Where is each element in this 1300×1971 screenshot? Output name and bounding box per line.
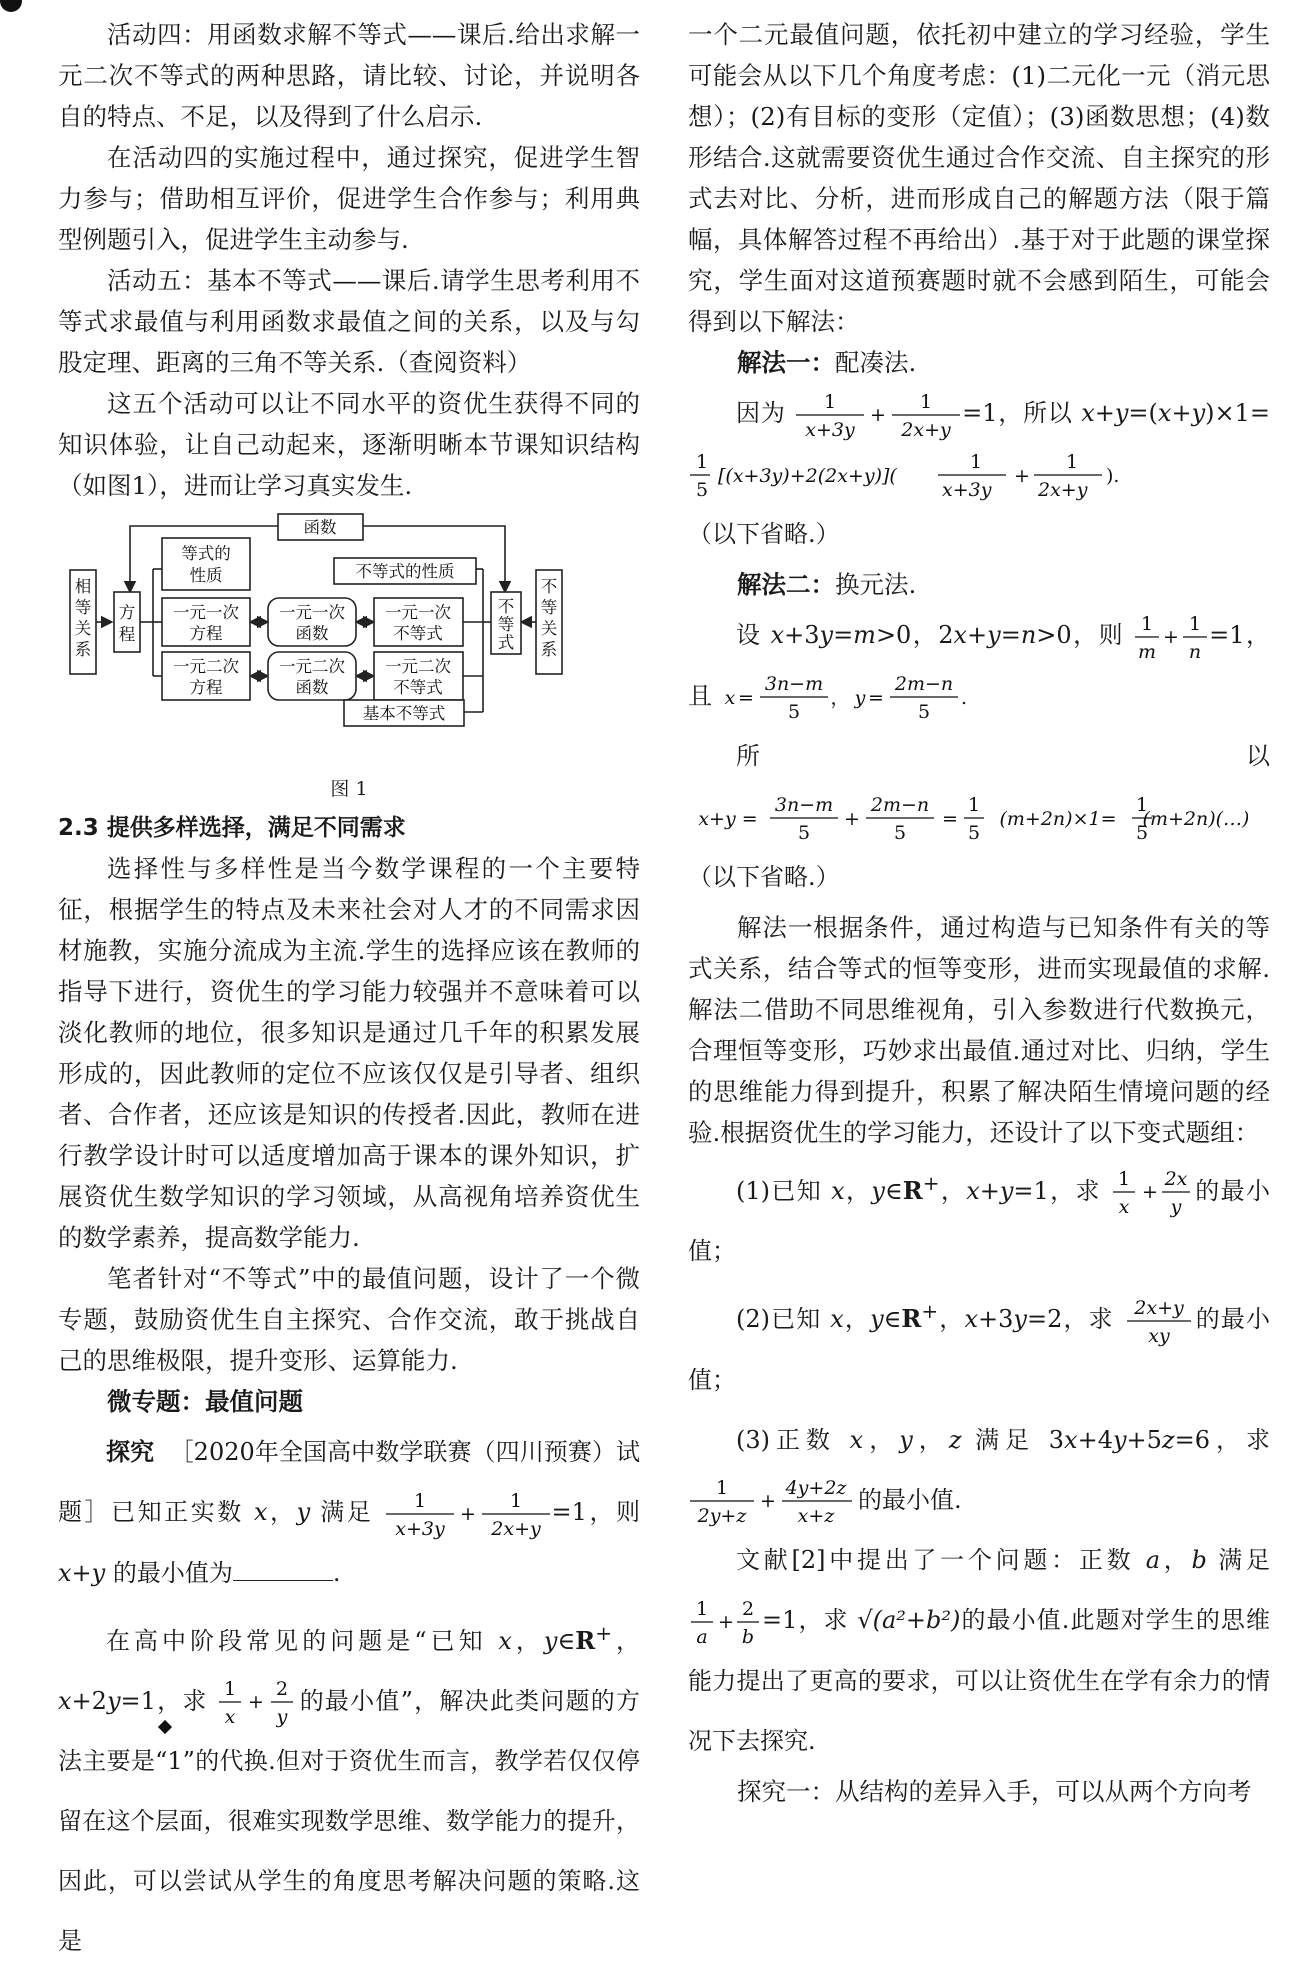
svg-text:b: b [742, 1626, 754, 1648]
svg-text:x: x [225, 1706, 236, 1728]
svg-text:x: x [724, 687, 735, 709]
svg-text:y: y [1170, 1196, 1182, 1218]
micro-topic-title: 微专题：最值问题 [58, 1381, 640, 1422]
svg-text:1: 1 [1189, 613, 1201, 635]
svg-text:1: 1 [1118, 1168, 1130, 1190]
svg-text:1: 1 [1066, 451, 1078, 473]
svg-text:=: = [738, 687, 754, 709]
explore-condition-formula [384, 1485, 552, 1543]
variant-two-formula [1123, 1292, 1195, 1350]
svg-text:+: + [1163, 626, 1179, 648]
svg-text:+: + [1014, 465, 1030, 487]
method-two-body: 设 x+3y=m>0，2x+y=n>0，则 1 m + 1 n =1， 且 x = 3n−m 5 ， y = 2m−n 5 . [688, 605, 1270, 726]
answer-blank [233, 1556, 333, 1581]
svg-text:+: + [870, 404, 886, 426]
section-heading: 2.3 提供多样选择，满足不同需求 [58, 808, 640, 848]
svg-text:3n−m: 3n−m [775, 794, 833, 816]
method-one-condition [794, 386, 962, 444]
svg-text:xy: xy [1148, 1325, 1170, 1347]
label-budengguanxi: 不 [541, 577, 558, 596]
svg-text:x: x [1119, 1196, 1130, 1218]
explore-problem: 探究 ［2020年全国高中数学联赛（四川预赛）试题］已知正实数 x，y 满足 1 x+3y + 1 2x+y =1，则 x+y 的最小值为 . [58, 1422, 640, 1603]
svg-text:n: n [1189, 641, 1201, 663]
svg-text:3n−m: 3n−m [765, 673, 823, 695]
svg-text:y: y [276, 1706, 288, 1728]
literature-condition [688, 1593, 762, 1651]
label-yyyc-bd-1: 一元一次 [385, 603, 451, 622]
svg-text:+: + [760, 1490, 776, 1512]
label-bdsxz: 不等式的性质 [356, 562, 455, 581]
common-target-formula [216, 1673, 298, 1731]
svg-text:x+3y: x+3y [395, 1518, 445, 1540]
method-one-title: 解法一：配凑法. [688, 342, 1270, 383]
continuation: 一个二元最值问题，依托初中建立的学习经验，学生可能会从以下几个角度考虑：(1)二元化一元（消元思想）；(2)有目标的变形（定值）；(3)函数思想；(4)数形结合.这就需要资优生通过合作交流、自主探究的形式去对比、分析，进而形成自己的解题方法（限于篇幅，具体解答过程不再给出）.基于对于此题的课堂探究，学生面对这道预赛题时就不会感到陌生，可能会得到以下解法： [688, 14, 1270, 342]
variant-one: (1)已知 x，y∈R+，x+y=1，求 1 x + 2x y 的最小值； [688, 1153, 1270, 1282]
svg-text:2y+z: 2y+z [697, 1505, 748, 1527]
svg-text:+: + [718, 1611, 734, 1633]
svg-text:系: 系 [75, 640, 92, 659]
label-yyyc-hs-1: 一元一次 [279, 603, 345, 622]
micro-topic-intro: 笔者针对“不等式”中的最值问题，设计了一个微专题，鼓励资优生自主探究、合作交流，敢于挑战自己的思维极限，提升变形、运算能力. [58, 1258, 640, 1381]
five-activities: 这五个活动可以让不同水平的资优生获得不同的知识体验，让自己动起来，逐渐明晰本节课知识结构（如图1），进而让学习真实发生. [58, 383, 640, 506]
method-two-derivation: 所以 x+y = 3n−m 5 + 2m−n 5 = 1 5 (m+2n)×1= 1 5 (m+2n)(…) （以下省略.） [688, 726, 1270, 907]
section-body: 选择性与多样性是当今数学课程的一个主要特征，根据学生的特点及未来社会对人才的不同需求因材施教，实施分流成为主流.学生的选择应该在教师的指导下进行，资优生的学习能力较强并不意味着可以淡化教师的地位，很多知识是通过几千年的积累发展形成的，因此教师的定位不应该仅仅是引导者、组织者、合作者，还应该是知识的传授者.因此，教师在进行教学设计时可以适度增加高于课本的课外知识，扩展资优生数学知识的学习领域，从高视角培养资优生的数学素养，提高数学能力. [58, 848, 640, 1258]
svg-text:x+3y: x+3y [805, 419, 855, 441]
method-one-formula [688, 446, 1248, 504]
method-two-condition [1133, 608, 1209, 666]
svg-text:1: 1 [824, 391, 836, 413]
svg-text:等: 等 [498, 615, 515, 634]
svg-text:).: ). [1106, 465, 1119, 487]
svg-text:5: 5 [696, 479, 708, 501]
right-column [688, 14, 1270, 1812]
left-column [58, 14, 640, 1971]
label-yyyc-fc-2: 方程 [190, 624, 224, 643]
svg-text:关: 关 [75, 619, 92, 638]
label-jiben: 基本不等式 [363, 704, 446, 723]
svg-text:等: 等 [541, 598, 558, 617]
label-yyyc-fc-1: 一元一次 [173, 603, 239, 622]
svg-text:+: + [844, 808, 860, 830]
svg-text:=: = [868, 687, 884, 709]
label-yyec-bd-2: 不等式 [393, 678, 443, 697]
svg-text:(m+2n)×1=: (m+2n)×1= [999, 808, 1116, 830]
svg-text:a: a [696, 1626, 707, 1648]
svg-text:2x+y: 2x+y [1133, 1297, 1184, 1319]
svg-text:x+y =: x+y = [698, 808, 757, 830]
label-yyec-fc-2: 方程 [190, 678, 224, 697]
svg-text:1: 1 [1136, 794, 1148, 816]
svg-text:x+3y: x+3y [942, 479, 992, 501]
svg-text:5: 5 [918, 701, 930, 723]
svg-text:5: 5 [788, 701, 800, 723]
variant-three: (3)正数 x，y，z 满足 3x+4y+5z=6，求 1 2y+z + 4y+2z x+z 的最小值. [688, 1410, 1270, 1531]
svg-text:2x+y: 2x+y [490, 1518, 541, 1540]
svg-text:1: 1 [716, 1477, 728, 1499]
label-xiangdeng: 相 [75, 577, 92, 596]
svg-text:，: ， [830, 687, 849, 709]
svg-text:2: 2 [742, 1598, 754, 1620]
svg-text:+: + [460, 1503, 476, 1525]
svg-text:[(x+3y)+2(2x+y)](: [(x+3y)+2(2x+y)]( [718, 465, 897, 487]
label-yyec-hs-1: 一元二次 [279, 657, 345, 676]
svg-text:.: . [961, 687, 967, 709]
knowledge-structure-diagram [58, 512, 640, 772]
variant-one-formula [1110, 1163, 1194, 1221]
label-yyec-hs-2: 函数 [296, 678, 330, 697]
svg-text:1: 1 [224, 1678, 236, 1700]
method-two-substitution [720, 668, 970, 726]
svg-text:1: 1 [414, 1490, 426, 1512]
svg-text:5: 5 [1136, 822, 1148, 844]
svg-text:程: 程 [119, 625, 136, 644]
common-problem: 在高中阶段常见的问题是“已知 x，y∈R+，x+2y=1，求 1 x + 2 y 的最小值”，解决此类问题的方法主要是“1”的代换.但对于资优生而言，教学若仅仅停留在这个层面，很难实现数学思维、数学能力的提升，因此，可以尝试从学生的角度思考解决问题的策略.这是 [58, 1603, 640, 1971]
svg-text:1: 1 [696, 451, 708, 473]
literature-problem: 文献[2]中提出了一个问题：正数 a，b 满足 1 a + 2 b =1，求 √(a²+b²)的最小值.此题对学生的思维能力提出了更高的要求，可以让资优生在学有余力的情况下去探究. [688, 1530, 1270, 1771]
svg-text:等: 等 [75, 598, 92, 617]
svg-text:1: 1 [1141, 613, 1153, 635]
svg-text:x+z: x+z [798, 1505, 836, 1527]
svg-text:2m−n: 2m−n [870, 794, 929, 816]
label-yyec-bd-1: 一元二次 [385, 657, 451, 676]
svg-text:1: 1 [510, 1490, 522, 1512]
label-budengshi: 不 [498, 597, 515, 616]
label-yyec-fc-1: 一元二次 [173, 657, 239, 676]
svg-text:+: + [1142, 1181, 1158, 1203]
label-dengshi-2: 性质 [190, 566, 223, 585]
explore-one: 探究一：从结构的差异入手，可以从两个方向考 [688, 1771, 1270, 1812]
method-one-body: 因为 1 x+3y + 1 2x+y =1，所以 x+y=(x+y)×1= 1 5 [(x+3y)+2(2x+y)]( 1 x+3y + 1 2x+y ). （以下省略.） [688, 383, 1270, 564]
activity-four-impl: 在活动四的实施过程中，通过探究，促进学生智力参与；借助相互评价，促进学生合作参与；利用典型例题引入，促进学生主动参与. [58, 137, 640, 260]
variant-two: (2)已知 x，y∈R+，x+3y=2，求 2x+y xy 的最小值； [688, 1281, 1270, 1410]
svg-text:2x+y: 2x+y [1037, 479, 1088, 501]
svg-text:1: 1 [920, 391, 932, 413]
activity-four: 活动四：用函数求解不等式——课后.给出求解一元二次不等式的两种思路，请比较、讨论，并说明各自的特点、不足，以及得到了什么启示. [58, 14, 640, 137]
svg-text:2x: 2x [1164, 1168, 1188, 1190]
svg-text:5: 5 [798, 822, 810, 844]
label-dengshi-1: 等式的 [181, 544, 231, 563]
svg-text:1: 1 [968, 794, 980, 816]
corner-mark-icon [0, 0, 22, 12]
svg-text:式: 式 [498, 633, 515, 652]
svg-text:+: + [249, 1691, 265, 1713]
variant-three-formula [688, 1472, 858, 1530]
methods-comparison: 解法一根据条件，通过构造与已知条件有关的等式关系，结合等式的恒等变形，进而实现最值的求解.解法二借助不同思维视角，引入参数进行代数换元，合理恒等变形，巧妙求出最值.通过对比、归纳，学生的思维能力得到提升，积累了解决陌生情境问题的经验.根据资优生的学习能力，还设计了以下变式题组： [688, 907, 1270, 1153]
svg-text:4y+2z: 4y+2z [785, 1477, 848, 1499]
label-yyyc-hs-2: 函数 [296, 624, 330, 643]
svg-text:2m−n: 2m−n [894, 673, 953, 695]
activity-five: 活动五：基本不等式——课后.请学生思考利用不等式求最值与利用函数求最值之间的关系，以及与勾股定理、距离的三角不等关系.（查阅资料） [58, 260, 640, 383]
svg-text:2: 2 [276, 1678, 288, 1700]
svg-text:2x+y: 2x+y [900, 419, 951, 441]
method-two-title: 解法二：换元法. [688, 564, 1270, 605]
svg-text:y: y [853, 687, 865, 709]
svg-text:系: 系 [541, 640, 558, 659]
label-yyyc-bd-2: 不等式 [393, 624, 443, 643]
svg-text:关: 关 [541, 619, 558, 638]
method-two-formula [688, 789, 1248, 847]
svg-text:1: 1 [970, 451, 982, 473]
svg-text:(m+2n)(…): (m+2n)(…) [1143, 808, 1248, 830]
label-hanshu: 函数 [304, 518, 338, 537]
label-fangcheng: 方 [119, 603, 136, 622]
figure-caption: 图 1 [58, 774, 640, 804]
svg-text:m: m [1138, 641, 1156, 663]
svg-text:5: 5 [968, 822, 980, 844]
svg-text:1: 1 [696, 1598, 708, 1620]
svg-text:5: 5 [894, 822, 906, 844]
svg-text:=: = [942, 808, 958, 830]
